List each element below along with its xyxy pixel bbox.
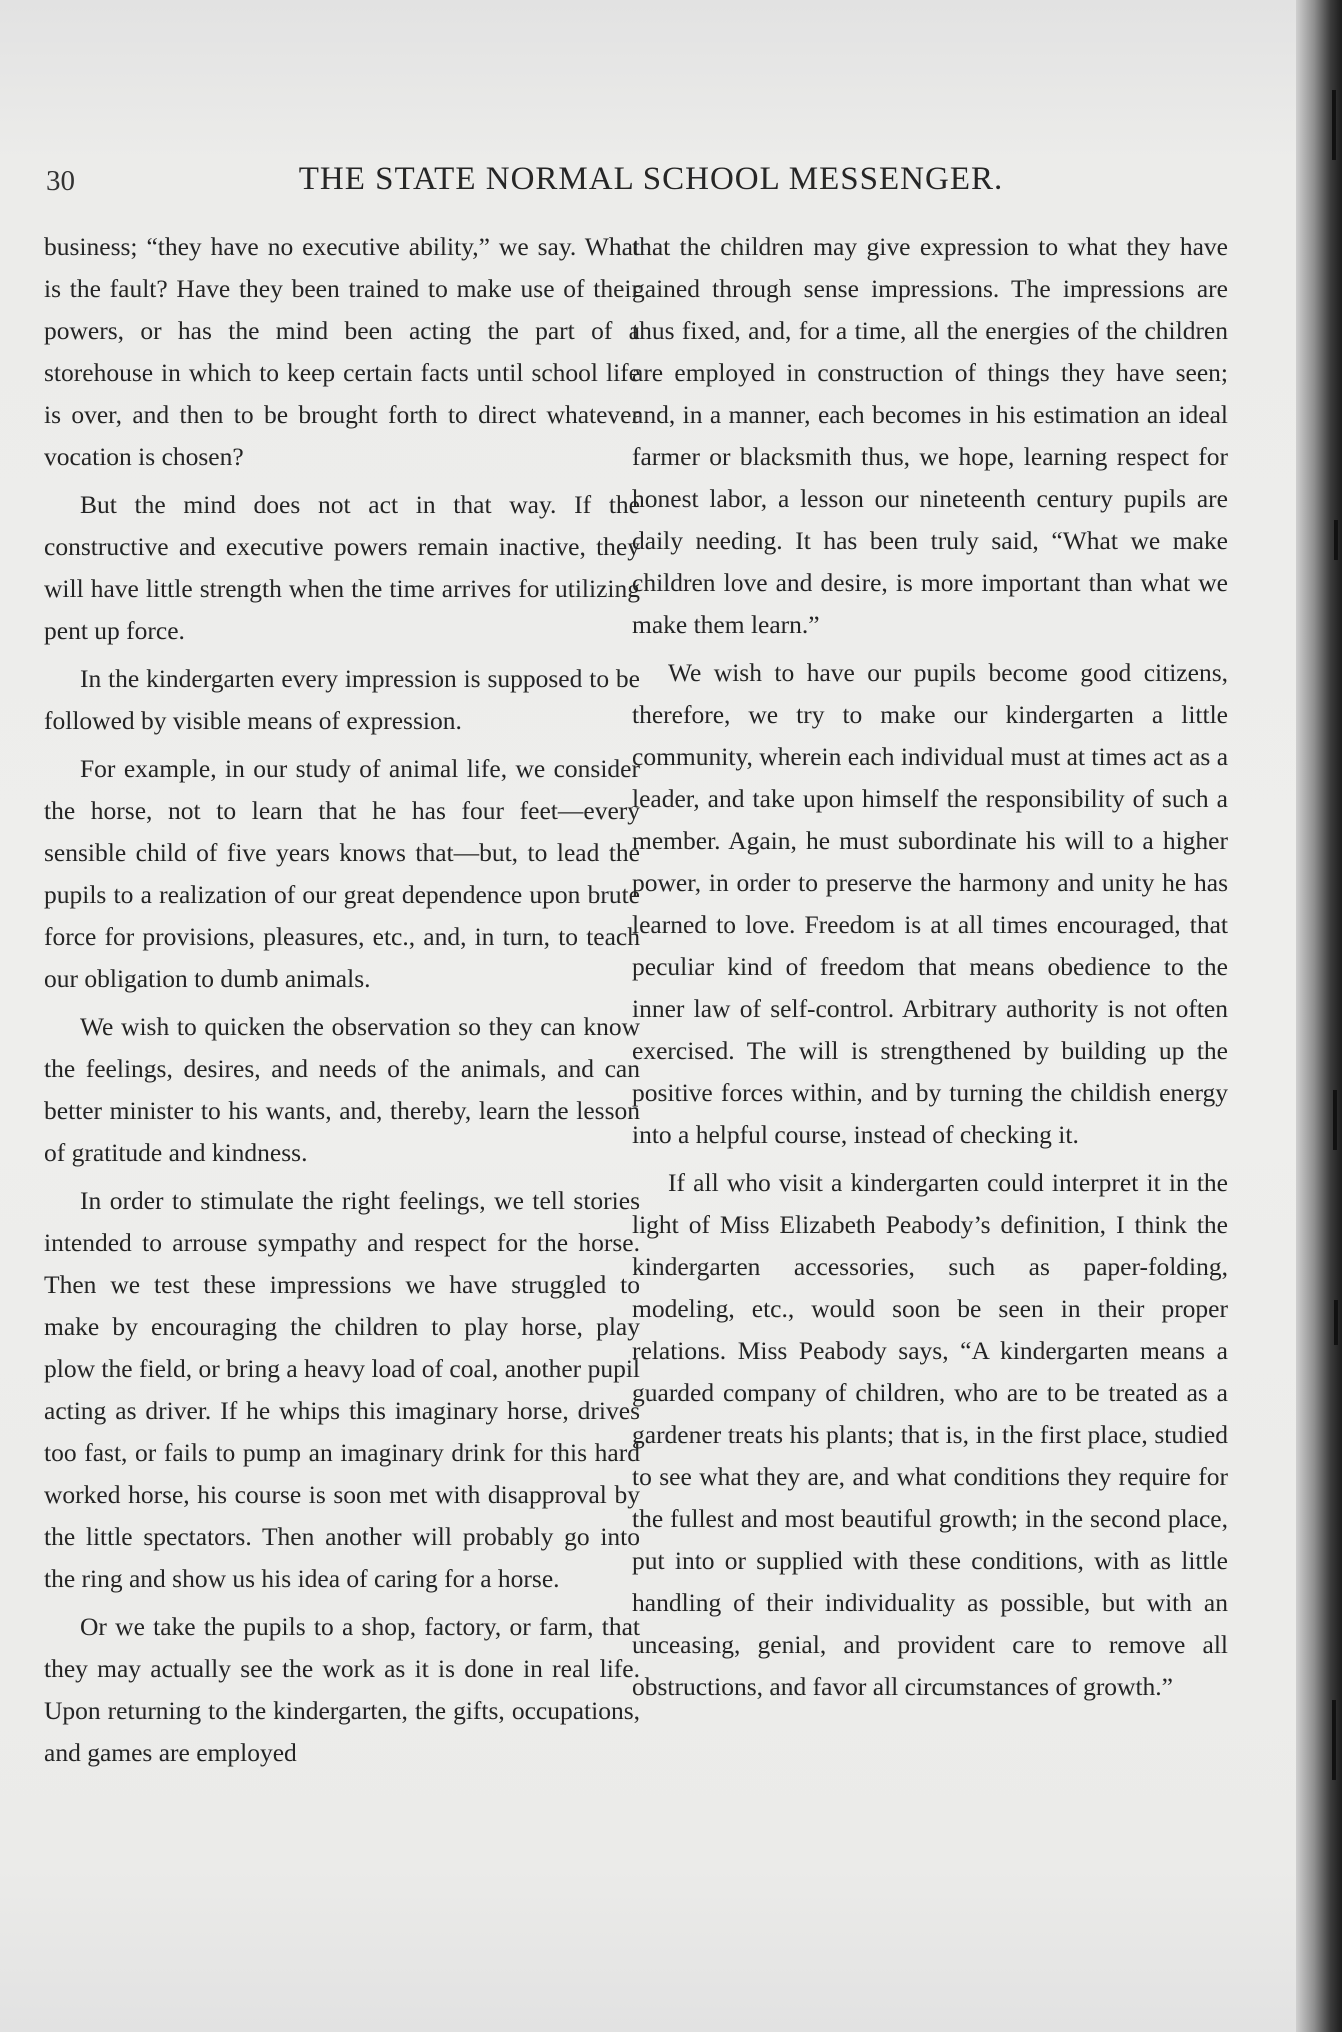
paragraph: For example, in our study of animal life, we consider the horse, not to learn that he has four feet—every sensible child of five years knows that—but, to lead the pupils to a realization of our great dependence upon brute force for provisions, pleasures, etc., and, in turn, to teach our obligation to dumb animals. [44,754,640,993]
paragraph: But the mind does not act in that way. If the constructive and executive powers remain inactive, they will have little strength when the time arrives for utilizing pent up force. [44,490,640,645]
right-column [632,226,1228,2006]
book-binding-edge [1296,0,1342,2032]
paragraph: In the kindergarten every impression is supposed to be followed by visible means of expression. [44,664,640,735]
paragraph: In order to stimulate the right feelings, we tell stories intended to arrouse sympathy and respect for the horse. Then we test these impressions we have struggled to make by encouraging the children to play horse, play plow the field, or bring a heavy load of coal, another pupil acting as driver. If he whips this imaginary horse, drives too fast, or fails to pump an imaginary drink for this hard worked horse, his course is soon met with disapproval by the little spectators. Then another will probably go into the ring and show us his idea of caring for a horse. [44,1186,640,1593]
page-number: 30 [46,165,75,197]
page-header [46,157,1256,207]
paragraph: business; “they have no executive ability,” we say. What is the fault? Have they been trained to make use of their powers, or has the mind been acting the part of a storehouse in which to keep certain facts until school life is over, and then to be brought forth to direct whatever vocation is chosen? [44,232,640,471]
paragraph: If all who visit a kindergarten could interpret it in the light of Miss Elizabeth Peabody’s definition, I think the kindergarten accessories, such as paper-folding, modeling, etc., would soon be seen in their proper relations. Miss Peabody says, “A kindergarten means a guarded company of children, who are to be treated as a gardener treats his plants; that is, in the first place, studied to see what they are, and what conditions they require for the fullest and most beautiful growth; in the second place, put into or supplied with these conditions, with as little handling of their individuality as possible, but with an unceasing, genial, and provident care to remove all obstructions, and favor all circumstances of growth.” [632,1168,1228,1701]
paragraph: We wish to quicken the observation so they can know the feelings, desires, and needs of the animals, and can better minister to his wants, and, thereby, learn the lesson of gratitude and kindness. [44,1012,640,1167]
paragraph: Or we take the pupils to a shop, factory, or farm, that they may actually see the work as it is done in real life. Upon returning to the kindergarten, the gifts, occupations, and games are employed [44,1612,640,1767]
left-column [44,226,640,2006]
paragraph: that the children may give expression to what they have gained through sense impressions. The impressions are thus fixed, and, for a time, all the energies of the children are employed in construction of things they have seen; and, in a manner, each becomes in his estimation an ideal farmer or blacksmith thus, we hope, learning respect for honest labor, a lesson our nineteenth century pupils are daily needing. It has been truly said, “What we make children love and desire, is more important than what we make them learn.” [632,232,1228,639]
running-title: THE STATE NORMAL SCHOOL MESSENGER. [298,161,1004,197]
paragraph: We wish to have our pupils become good citizens, therefore, we try to make our kindergarten a little community, wherein each individual must at times act as a leader, and take upon himself the responsibility of such a member. Again, he must subordinate his will to a higher power, in order to preserve the harmony and unity he has learned to love. Freedom is at all times encouraged, that peculiar kind of freedom that means obedience to the inner law of self-control. Arbitrary authority is not often exercised. The will is strengthened by building up the positive forces within, and by turning the childish energy into a helpful course, instead of checking it. [632,658,1229,1149]
